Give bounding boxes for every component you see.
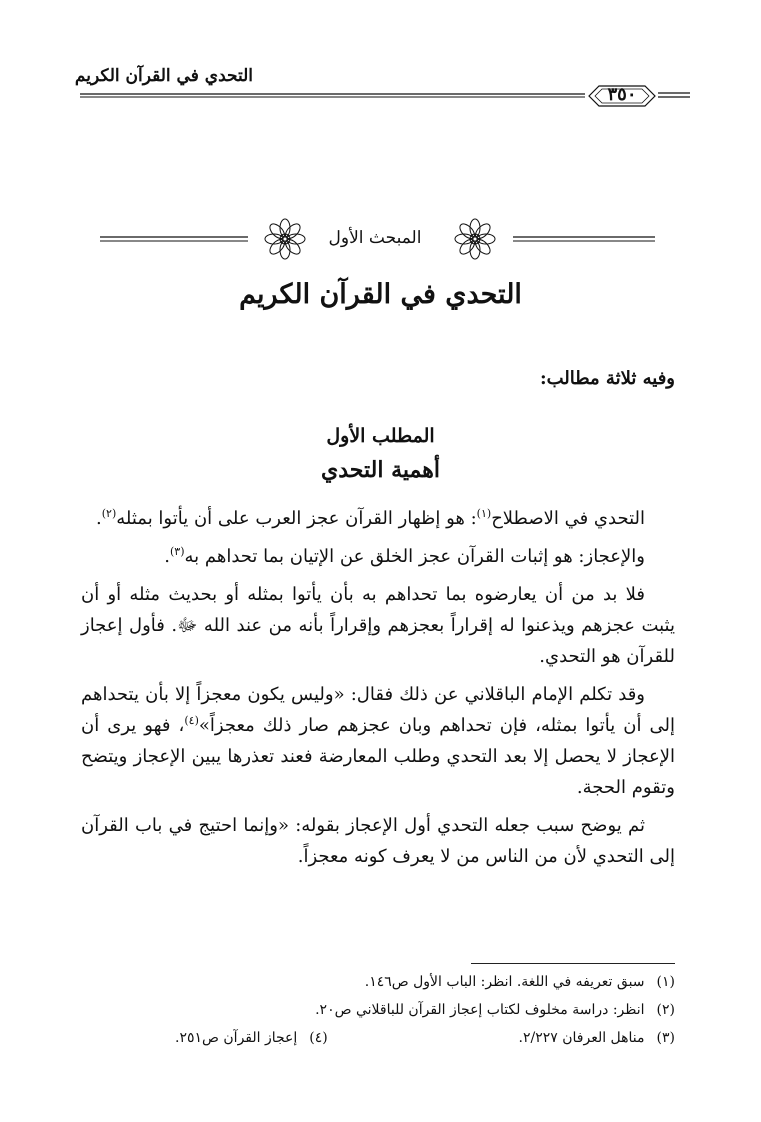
flower-ornament-right-icon	[455, 219, 495, 259]
footnote-text: انظر: دراسة مخلوف لكتاب إعجاز القرآن للباقلاني ص٢٠.	[315, 1002, 645, 1018]
paragraph-3: فلا بد من أن يعارضوه بما تحداهم به بأن يأتوا بمثله أو بحديث مثله أو أن يثبت عجزهم ويذعنوا له إقراراً بعجزهم وإقراراً بأنه من عند الله ﷻ. فأول إعجاز للقرآن هو التحدي.	[81, 584, 675, 667]
p1-text-a: التحدي في الاصطلاح	[491, 508, 645, 529]
p2-end: .	[164, 546, 170, 567]
footnote-text: سبق تعريفه في اللغة. انظر: الباب الأول ص١٤٦.	[364, 974, 645, 990]
intro-line: وفيه ثلاثة مطالب:	[539, 368, 675, 389]
p4-text-b: ، فهو يرى أن الإعجاز لا يحصل إلا بعد التحدي وطلب المعارضة فعند تعذرها يبين الإعجاز ويتضح وتقوم الحجة.	[81, 715, 675, 798]
footnote-ref-1[interactable]: (١)	[476, 507, 492, 520]
p1-end: .	[96, 508, 102, 529]
footnote-row-3-4	[175, 1024, 675, 1052]
footnote-ref-2[interactable]: (٢)	[101, 507, 117, 520]
paragraph-5: ثم يوضح سبب جعله التحدي أول الإعجاز بقوله: «وإنما احتيج في باب القرآن إلى التحدي لأن من الناس من لا يعرف كونه معجزاً.	[81, 815, 675, 867]
p4-text-a: وقد تكلم الإمام الباقلاني عن ذلك فقال: «وليس يكون معجزاً إلا بأن يتحداهم إلى أن يأتوا بمثله، فإن تحداهم وبان عجزهم صار ذلك معجزاً»	[81, 684, 675, 736]
footnote-text: إعجاز القرآن ص٢٥١.	[175, 1030, 298, 1046]
paragraph-4	[81, 679, 675, 803]
page-number: ٣٥٠	[607, 84, 637, 105]
header-rule-right	[80, 94, 585, 97]
banner-rule-left	[100, 237, 248, 241]
page-number-ornament	[585, 80, 659, 114]
footnotes	[81, 968, 675, 1052]
chapter-title: التحدي في القرآن الكريم	[239, 279, 522, 310]
footnote-number: (٤)	[309, 1030, 328, 1046]
running-title: التحدي في القرآن الكريم	[74, 66, 253, 86]
p2-text: والإعجاز: هو إثبات القرآن عجز الخلق عن الإتيان بما تحداهم به	[184, 546, 645, 567]
banner-rule-right	[513, 237, 655, 241]
footnote-3	[519, 1024, 675, 1052]
p1-text-b: : هو إظهار القرآن عجز العرب على أن يأتوا بمثله	[116, 508, 477, 529]
paragraph-2	[81, 541, 675, 572]
section-banner-label: المبحث الأول	[328, 228, 422, 248]
header-rule-left	[658, 93, 690, 97]
paragraph-1	[81, 503, 675, 534]
footnote-4	[175, 1024, 328, 1052]
footnote-1	[81, 968, 675, 996]
matlab-heading: المطلب الأول	[326, 425, 435, 447]
footnote-2	[81, 996, 675, 1024]
footnote-number: (١)	[656, 974, 675, 990]
footnote-separator	[471, 963, 675, 964]
footnote-text: مناهل العرفان ٢/٢٢٧.	[518, 1030, 645, 1046]
footnote-ref-4[interactable]: (٤)	[184, 714, 199, 727]
footnote-ref-3[interactable]: (٣)	[169, 545, 185, 558]
footnote-number: (٣)	[656, 1030, 675, 1046]
footnote-number: (٢)	[656, 1002, 675, 1018]
subheading: أهمية التحدي	[321, 457, 440, 483]
body-text	[81, 503, 675, 879]
flower-ornament-left-icon	[265, 219, 305, 259]
